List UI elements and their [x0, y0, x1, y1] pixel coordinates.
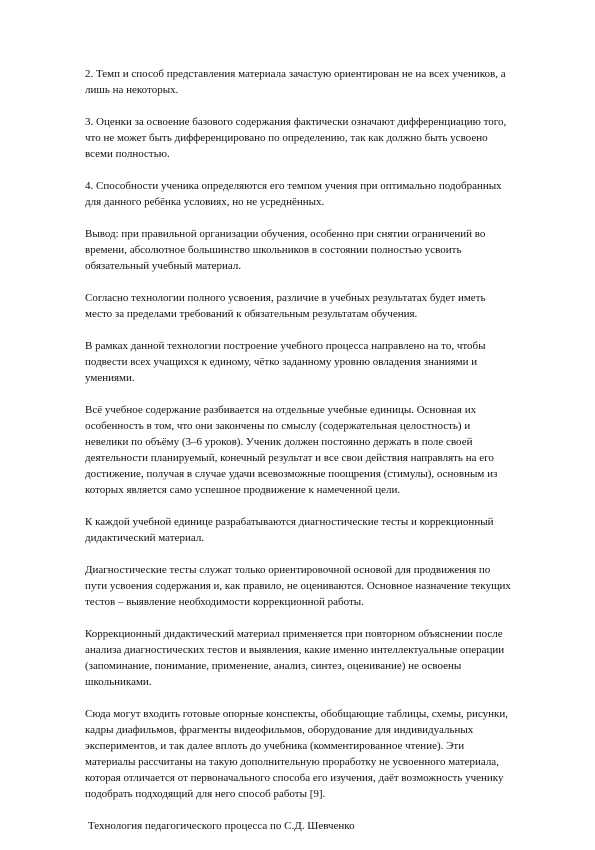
section-heading-shevchenko: Технология педагогического процесса по С.Д. Шевченко — [88, 820, 355, 832]
paragraph-tests-materials: К каждой учебной единице разрабатываются диагностические тесты и коррекционный дидактический материал. — [85, 516, 494, 544]
paragraph-tempo: 2. Темп и способ представления материала зачастую ориентирован не на всех учеников, а лишь на некоторых. — [85, 68, 506, 96]
paragraph-support-materials: Сюда могут входить готовые опорные конспекты, обобщающие таблицы, схемы, рисунки, кадры диафильмов, фрагменты видеофильмов, оборудование для индивидуальных экспериментов, и так далее вплоть до учебника (комментированное чтение). Эти материалы рассчитаны на такую дополнительную проработку не усвоенного материала, которая отличается от первоначального способа его изучения, даёт возможность ученику подобрать подходящий для него способ работы [9]. — [85, 708, 509, 800]
paragraph-learning-units: Всё учебное содержание разбивается на отдельные учебные единицы. Основная их особенность в том, что они закончены по смыслу (содержательная целостность) и невелики по объёму (3–6 уроков). Ученик должен постоянно держать в поле своей деятельности планируемый, конечный результат и все свои действия направлять на его достижение, получая в случае удачи всевозможные поощрения (стимулы), основным из которых является само успешное продвижение к намеченной цели. — [85, 404, 498, 496]
paragraph-correction-material: Коррекционный дидактический материал применяется при повторном объяснении после анализа диагностических тестов и выявления, какие именно интеллектуальные операции (запоминание, понимание, применение, анализ, синтез, оценивание) не освоены школьниками. — [85, 628, 505, 688]
paragraph-diagnostic-tests: Диагностические тесты служат только ориентировочной основой для продвижения по пути усвоения содержания и, как правило, не оцениваются. Основное назначение текущих тестов – выявление необходимости коррекционной работы. — [85, 564, 511, 608]
document-body — [85, 66, 515, 850]
paragraph-abilities: 4. Способности ученика определяются его темпом учения при оптимально подобранных для данного ребёнка условиях, но не усреднённых. — [85, 180, 502, 208]
paragraph-mastery-differences: Согласно технологии полного усвоения, различие в учебных результатах будет иметь место за пределами требований к обязательным результатам обучения. — [85, 292, 486, 320]
paragraph-grades: 3. Оценки за освоение базового содержания фактически означают дифференциацию того, что не может быть дифференцировано по определению, так как должно быть усвоено всеми полностью. — [85, 116, 507, 160]
paragraph-conclusion: Вывод: при правильной организации обучения, особенно при снятии ограничений во времени, абсолютное большинство школьников в состоянии полностью усвоить обязательный учебный материал. — [85, 228, 486, 272]
paragraph-process-goal: В рамках данной технологии построение учебного процесса направлено на то, чтобы подвести всех учащихся к единому, чётко заданному уровню овладения знаниями и умениями. — [85, 340, 486, 384]
